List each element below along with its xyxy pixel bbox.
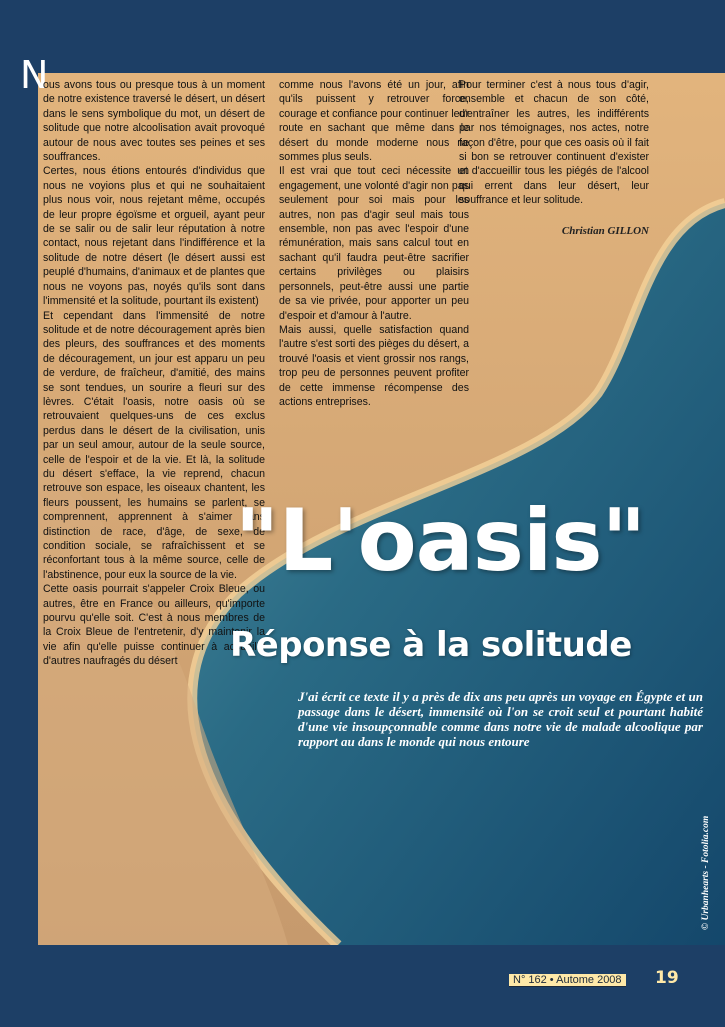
article-headline: "L'oasis" <box>234 491 646 591</box>
drop-cap-letter: N <box>20 53 49 97</box>
paragraph: Cette oasis pourrait s'appeler Croix Bleue, ou autres, être en France ou ailleurs, qu'importe pourvu qu'elle soit. C'est à nous membres de la Croix Bleue de l'entretenir, d'y maintenir la vie afin qu'elle puisse continuer à accueillir d'autres naufragés du désert <box>43 583 265 668</box>
article-column-2 <box>279 78 469 409</box>
article-subheadline: Réponse à la solitude <box>230 625 632 665</box>
author-signature: Christian GILLON <box>561 225 649 237</box>
article-intro: J'ai écrit ce texte il y a près de dix ans peu après un voyage en Égypte et un passage dans le désert, immensité où l'on se croit seul et pourtant habité d'une vie insoupçonnable comme dans notre vie de malade alcoolique par rapport au dans le monde qui nous entoure <box>298 689 703 749</box>
paragraph: Et cependant dans l'immensité de notre solitude et de notre découragement après bien des pleurs, des souffrances et des moments de découragement, un jour est apparu un peu de verdure, de fraîcheur, d'amitié, des mains se sont tendues, un sourire a fleuri sur des lèvres. C'était l'oasis, notre oasis où se retrouvaient quelques-uns de ces exclus perdus dans le désert de la civilisation, unis par un seul amour, autour de la seule source, celle de l'espoir et de la vie. Et là, la solitude du désert s'efface, la vie reprend, chacun retrouve son espace, les oiseaux chantent, les fleurs poussent, les humains se parlent, se comprennent, apprennent à s'aimer sans distinction de race, d'âge, de sexe, de condition sociale, se rafraîchissent et se réconfortant tous à la même source, celle de l'abstinence, pour eux la source de la vie. <box>43 309 265 581</box>
issue-label: N° 162 • Autome 2008 <box>509 974 626 987</box>
paragraph: Il est vrai que tout ceci nécessite un engagement, une volonté d'agir non pas seulement pour soi mais pour les autres, non pas d'agir seul mais tous ensemble, non pas avec l'espoir d'une rémunération, mais sans calcul tout en sachant qu'il faudra peut-être sacrifier certains privilèges ou plaisirs personnels, peut-être aussi une partie de sa vie privée, pour apporter un peu d'espoir et d'amour à l'autre. <box>279 165 469 322</box>
paragraph: ous avons tous ou presque tous à un moment de notre existence traversé le désert, un désert dans le sens symbolique du mot, un désert de solitude que notre alcoolisation avait provoqué autour de nous avec toutes ses peines et ses souffrances. <box>43 79 265 164</box>
article-column-3 <box>459 78 649 208</box>
page-number: 19 <box>655 968 679 988</box>
paragraph: Mais aussi, quelle satisfaction quand l'autre s'est sorti des pièges du désert, a trouvé l'oasis et vient grossir nos rangs, trop peu de personnes peuvent profiter de cette immense récompense des actions entreprises. <box>279 323 469 408</box>
paragraph: Pour terminer c'est à nous tous d'agir, ensemble et chacun de son côté, d'entraîner les autres, les indifférents par nos témoignages, nos actes, notre façon d'être, pour que ces oasis où il fait si bon se retrouver continuent d'exister et d'accueillir tous les piégés de l'alcool qui errent dans leur désert, leur souffrance et leur solitude. <box>459 79 649 207</box>
photo-credit: © Urbanhearts - Fotolia.com <box>701 815 711 930</box>
paragraph: Certes, nous étions entourés d'individus que nous ne voyions plus et qui ne souhaitaient plus nous voir, nous rejetant même, occupés de leur propre égoïsme et orgueil, ayant peur de se salir ou de salir leur réputation à notre contact, nous rejetant dans l'indifférence et la solitude de notre désert (le désert aussi est peuplé d'humains, d'animaux et de plantes que nous ne voyons pas, noyés qu'ils sont dans l'immensité et la solitude, pourtant ils existent) <box>43 165 265 308</box>
paragraph: comme nous l'avons été un jour, afin qu'ils puissent y retrouver force, courage et confiance pour continuer leur route en sachant que même dans le désert du monde moderne nous ne sommes plus seuls. <box>279 79 469 164</box>
